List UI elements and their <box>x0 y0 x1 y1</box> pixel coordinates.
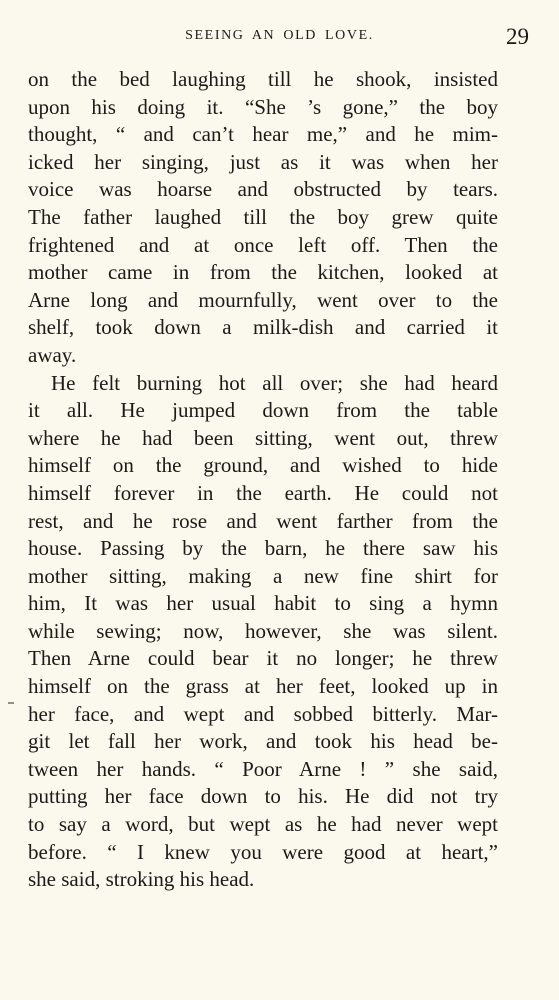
text-line: himself forever in the earth. He could not <box>28 480 498 505</box>
text-line: Arne long and mournfully, went over to the <box>28 287 498 312</box>
text-line: He felt burning hot all over; she had heard <box>51 370 498 395</box>
text-line: mother sitting, making a new fine shirt for <box>28 563 498 588</box>
text-line: voice was hoarse and obstructed by tears. <box>28 177 498 202</box>
text-line: Then Arne could bear it no longer; he threw <box>28 646 498 671</box>
text-line: before. “ I knew you were good at heart,” <box>28 839 498 864</box>
text-line: rest, and he rose and went farther from the <box>28 508 498 533</box>
text-line: mother came in from the kitchen, looked at <box>28 260 498 285</box>
text-line: shelf, took down a milk-dish and carried it <box>28 315 498 340</box>
text-line: thought, “ and can’t hear me,” and he mim- <box>28 122 498 147</box>
text-line: while sewing; now, however, she was silent. <box>28 618 498 643</box>
text-line: upon his doing it. “She ’s gone,” the boy <box>28 94 498 119</box>
text-line: she said, stroking his head. <box>28 867 255 892</box>
text-line: himself on the ground, and wished to hide <box>28 453 498 478</box>
page-header <box>28 22 531 50</box>
text-line: where he had been sitting, went out, threw <box>28 425 498 450</box>
text-line: frightened and at once left off. Then the <box>28 232 498 257</box>
text-line: house. Passing by the barn, he there saw his <box>28 536 498 561</box>
text-line: him, It was her usual habit to sing a hymn <box>28 591 498 616</box>
text-line: her face, and wept and sobbed bitterly. Mar- <box>28 701 498 726</box>
text-line: tween her hands. “ Poor Arne ! ” she said, <box>28 756 498 781</box>
text-line: putting her face down to his. He did not try <box>28 784 498 809</box>
text-line: icked her singing, just as it was when her <box>28 149 498 174</box>
text-line: away. <box>28 342 77 367</box>
running-head: SEEING AN OLD LOVE. <box>185 28 374 43</box>
text-line: to say a word, but wept as he had never wept <box>28 812 498 837</box>
body-text <box>28 66 498 894</box>
text-line: himself on the grass at her feet, looked up in <box>28 674 498 699</box>
text-line: git let fall her work, and took his head be- <box>28 729 498 754</box>
text-line: it all. He jumped down from the table <box>28 398 498 423</box>
text-line: on the bed laughing till he shook, insisted <box>28 67 498 91</box>
text-line: The father laughed till the boy grew quite <box>28 204 498 229</box>
margin-mark <box>8 702 14 704</box>
page-number: 29 <box>506 24 529 49</box>
